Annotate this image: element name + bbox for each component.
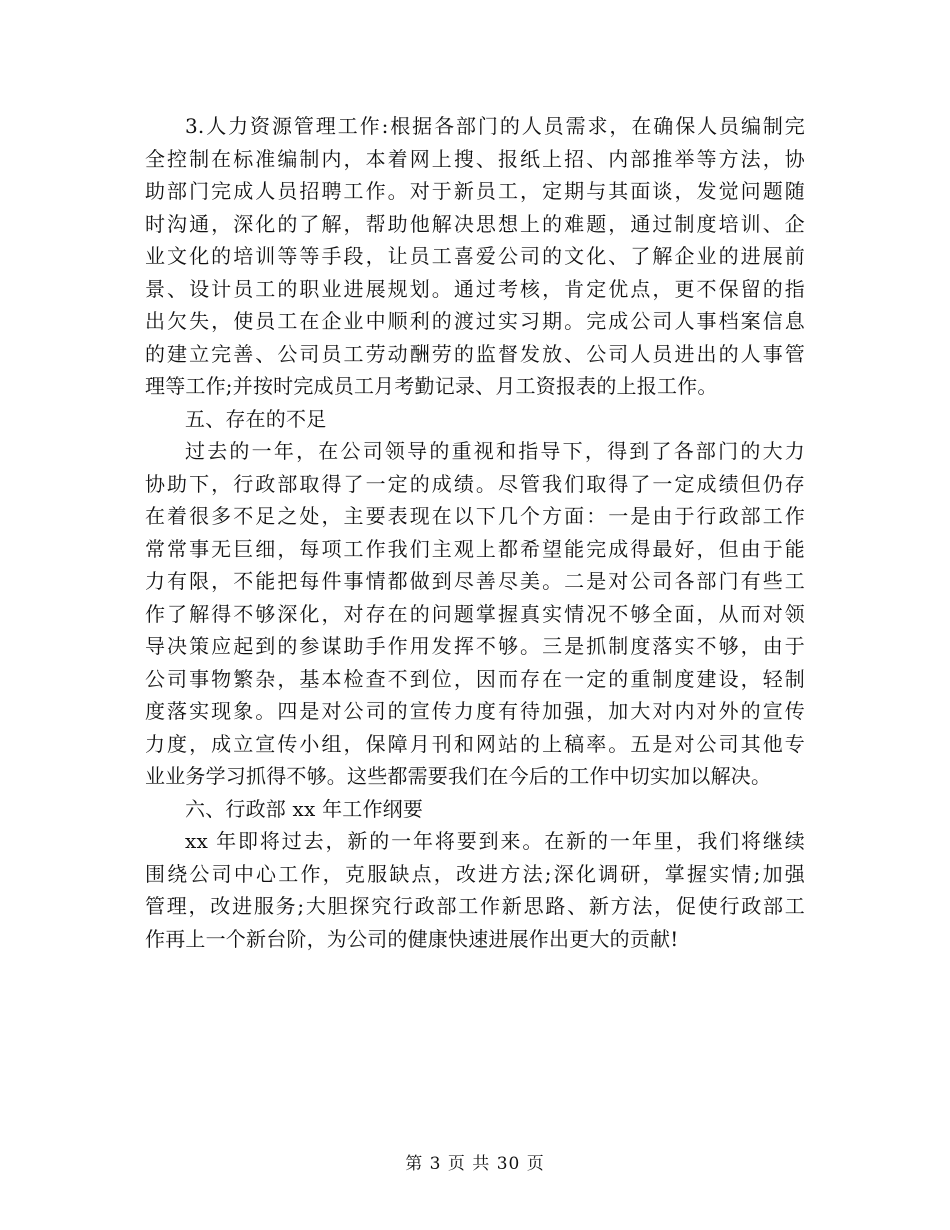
text-line: 力度，成立宣传小组，保障月刊和网站的上稿率。五是对公司其他专 <box>145 731 805 756</box>
section-heading-shortcomings <box>145 403 805 436</box>
paragraph-outline <box>145 825 805 955</box>
text-line: 度落实现象。四是对公司的宣传力度有待加强，加大对内对外的宣传 <box>145 699 805 723</box>
text-line: xx 年即将过去，新的一年将要到来。在新的一年里，我们将继续 <box>185 829 805 853</box>
text-line: 协助下，行政部取得了一定的成绩。尽管我们取得了一定成绩但仍存 <box>145 471 805 496</box>
text-line: 力有限，不能把每件事情都做到尽善尽美。二是对公司各部门有些工 <box>145 569 805 593</box>
paragraph-shortcomings <box>145 435 805 793</box>
heading-text: 六、行政部 xx 年工作纲要 <box>185 796 424 821</box>
text-line: 助部门完成人员招聘工作。对于新员工，定期与其面谈，发觉问题随 <box>145 179 805 203</box>
text-line: 全控制在标准编制内，本着网上搜、报纸上招、内部推举等方法，协 <box>145 146 805 171</box>
page-number-footer: 第 3 页 共 30 页 <box>405 1154 545 1174</box>
text-line: 公司事物繁杂，基本检查不到位，因而存在一定的重制度建设，轻制 <box>145 666 805 691</box>
text-line: 理等工作;并按时完成员工月考勤记录、月工资报表的上报工作。 <box>145 374 718 398</box>
text-line: 管理，改进服务;大胆探究行政部工作新思路、新方法，促使行政部工 <box>145 894 805 918</box>
document-body <box>145 110 805 955</box>
text-line: 在着很多不足之处，主要表现在以下几个方面：一是由于行政部工作 <box>145 504 805 528</box>
text-line: 业文化的培训等等手段，让员工喜爱公司的文化、了解企业的进展前 <box>145 244 805 268</box>
text-line: 围绕公司中心工作，克服缺点，改进方法;深化调研，掌握实情;加强 <box>145 861 805 886</box>
text-line: 3.人力资源管理工作:根据各部门的人员需求，在确保人员编制完 <box>185 114 805 138</box>
text-line: 的建立完善、公司员工劳动酬劳的监督发放、公司人员进出的人事管 <box>145 341 805 366</box>
section-heading-outline <box>145 793 805 826</box>
text-line: 作再上一个新台阶，为公司的健康快速进展作出更大的贡献! <box>145 926 679 951</box>
text-line: 业业务学习抓得不够。这些都需要我们在今后的工作中切实加以解决。 <box>145 764 772 788</box>
text-line: 过去的一年，在公司领导的重视和指导下，得到了各部门的大力 <box>185 439 805 463</box>
paragraph-hr-work <box>145 110 805 403</box>
text-line: 常常事无巨细，每项工作我们主观上都希望能完成得最好，但由于能 <box>145 536 805 561</box>
heading-text: 五、存在的不足 <box>185 406 327 431</box>
text-line: 时沟通，深化的了解，帮助他解决思想上的难题，通过制度培训、企 <box>145 211 805 236</box>
text-line: 导决策应起到的参谋助手作用发挥不够。三是抓制度落实不够，由于 <box>145 634 805 658</box>
text-line: 出欠失，使员工在企业中顺利的渡过实习期。完成公司人事档案信息 <box>145 309 805 333</box>
text-line: 作了解得不够深化，对存在的问题掌握真实情况不够全面，从而对领 <box>145 601 805 626</box>
text-line: 景、设计员工的职业进展规划。通过考核，肯定优点，更不保留的指 <box>145 276 805 301</box>
